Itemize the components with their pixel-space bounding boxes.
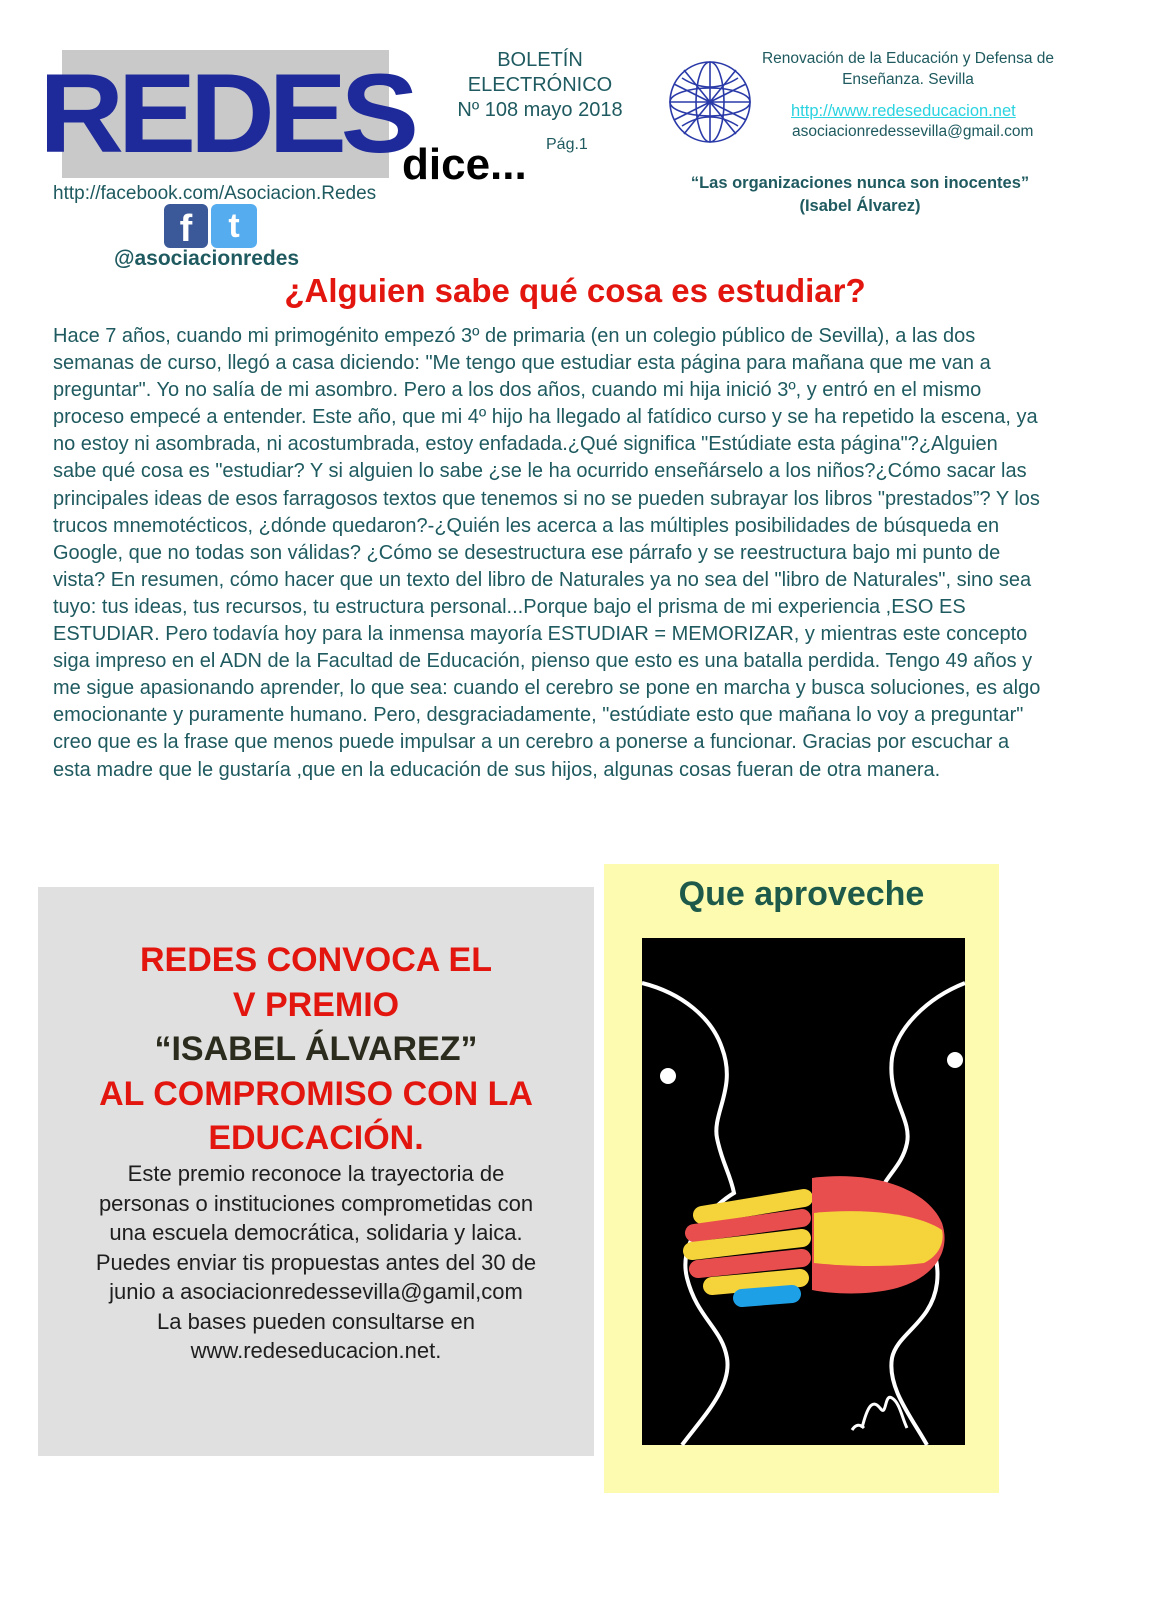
facebook-icon[interactable]: f [164, 204, 208, 248]
premio-line4: AL COMPROMISO CON LA [99, 1074, 533, 1113]
premio-line2: V PREMIO [232, 985, 400, 1024]
premio-heading [38, 938, 594, 1161]
article-body [53, 323, 1043, 784]
article-text: Hace 7 años, cuando mi primogénito empezó 3º de primaria (en un colegio público de Sevilla), a las dos semanas de curso, llegó a casa diciendo: "Me tengo que estudiar esta página para mañana que me van a preguntar". Yo no salía de mi asombro. Pero a los dos años, cuando mi hija inició 3º, y entró en el mismo proceso empecé a entender. Este año, que mi 4º hijo ha llegado al fatídico curso y se ha repetido la escena, ya no estoy ni asombrada, ni acostumbrada, estoy enfadada.¿Qué significa "Estúdiate esta página"?¿Alguien sabe qué cosa es "estudiar? Y si alguien lo sabe ¿se le ha ocurrido enseñárselo a los niños?¿Cómo sacar las principales ideas de esos farragosos textos que tenemos si no se pueden subrayar los libros "prestados”? Y los trucos mnemotécticos, ¿dónde quedaron?-¿Quién les acerca a las múltiples posibilidades de búsqueda en Google, que no todas son válidas? ¿Cómo se desestructura ese párrafo y se reestructura bajo mi punto de vista? En resumen, cómo hacer que un texto del libro de Naturales ya no sea del "libro de Naturales", sino sea tuyo: tus ideas, tus recursos, tu estructura personal...Porque bajo el prisma de mi experiencia ,ESO ES ESTUDIAR. Pero todavía hoy para la inmensa mayoría ESTUDIAR = MEMORIZAR, y mientras este concepto siga impreso en el ADN de la Facultad de Educación, pienso que esto es una batalla perdida. Tengo 49 años y me sigue apasionando aprender, lo que sea: cuando el cerebro se pone en marcha y busca soluciones, es algo emocionante y puramente humano. Pero, desgraciadamente, "estúdiate esto que mañana lo voy a preguntar" creo que es la frase que menos puede impulsar a un cerebro a ponerse a funcionar. Gracias por escuchar a esta madre que le gustaría ,que en la educación de sus hijos, algunas cosas fueran de otra manera. [53, 325, 1041, 781]
twitter-handle[interactable]: @asociacionredes [114, 247, 300, 270]
quote-text: “Las organizaciones nunca son inocentes” [690, 174, 1030, 192]
premio-line3: “ISABEL ÁLVAREZ” [154, 1030, 478, 1068]
premio-body-line: junio a asociacionredessevilla@gamil,com [109, 1279, 523, 1304]
bulletin-line1: BOLETÍN [497, 49, 583, 71]
article-title: ¿Alguien sabe qué cosa es estudiar? [284, 272, 866, 309]
header-quote [660, 172, 1060, 218]
cartoon-title: Que aproveche [678, 875, 925, 913]
bulletin-info [440, 48, 640, 123]
premio-body-line: una escuela democrática, solidaria y laica. [109, 1220, 523, 1245]
org-email[interactable]: asociacionredessevilla@gmail.com [792, 123, 1034, 140]
org-name-line2: Enseñanza. Sevilla [842, 71, 974, 88]
bulletin-issue: Nº 108 mayo 2018 [457, 99, 623, 121]
premio-description [38, 1159, 594, 1366]
premio-body-line: Puedes enviar tis propuestas antes del 30 de [95, 1249, 537, 1275]
quote-author: (Isabel Álvarez) [799, 197, 921, 215]
org-name-line1: Renovación de la Educación y Defensa de [761, 50, 1055, 67]
page-number: Pág.1 [546, 136, 588, 153]
dice-label: dice... [402, 140, 527, 189]
bulletin-line2: ELECTRÓNICO [467, 74, 613, 96]
twitter-icon[interactable]: t [211, 204, 257, 248]
organization-name [748, 48, 1068, 90]
premio-body-line: www.redeseducacion.net. [190, 1338, 442, 1363]
cartoon-illustration [642, 938, 965, 1445]
facebook-link[interactable]: http://facebook.com/Asociacion.Redes [53, 183, 377, 204]
premio-body-line: Este premio reconoce la trayectoria de [127, 1161, 505, 1186]
premio-line1: REDES CONVOCA EL [139, 941, 492, 979]
premio-body-line: personas o instituciones comprometidas con [98, 1190, 534, 1216]
redes-logo [38, 50, 413, 178]
premio-line5: EDUCACIÓN. [208, 1119, 424, 1157]
logo-text: REDES [38, 51, 413, 176]
globe-icon [664, 56, 756, 148]
org-website-link[interactable]: http://www.redeseducacion.net [791, 102, 1016, 120]
premio-body-line: La bases pueden consultarse en [156, 1308, 475, 1334]
